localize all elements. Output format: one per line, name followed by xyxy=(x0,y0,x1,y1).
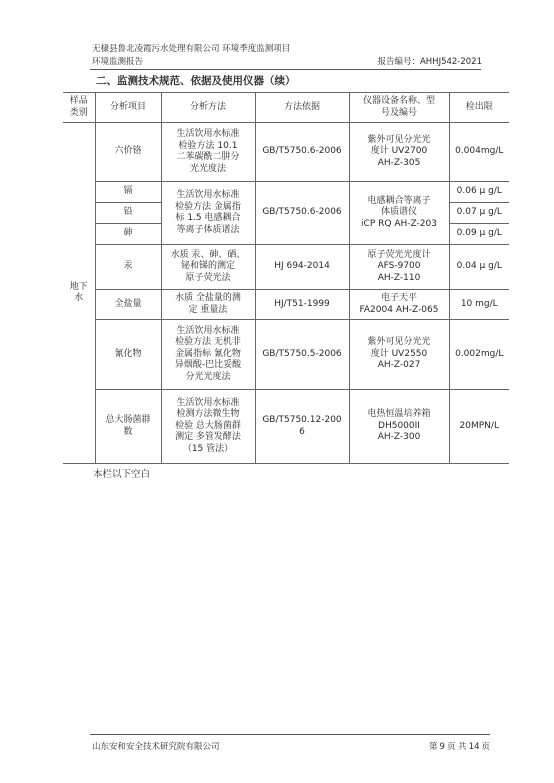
basis-cell: GB/T5750.6-2006 xyxy=(255,123,349,182)
item-cell: 汞 xyxy=(95,245,161,290)
header-instrument-text: 仪器设备名称、型 号及编号 xyxy=(362,96,435,118)
basis-cell: GB/T5750.12-200 6 xyxy=(255,390,349,464)
section-title: 二、监测技术规范、依据及使用仪器（续） xyxy=(96,75,296,87)
limit-cell: 0.06 μ g/L xyxy=(449,182,509,203)
header-method: 分析方法 xyxy=(161,93,255,123)
header-report-number xyxy=(377,57,482,68)
table-row xyxy=(63,182,509,203)
header-instrument xyxy=(349,93,449,123)
method-cell: 生活饮用水标准 检验方法 无机非 金属指标 氰化物 异烟酸-巴比妥酸 分光光度法 xyxy=(161,320,255,390)
instrument-cell: 电感耦合等离子 体质谱仪 iCP RQ AH-Z-203 xyxy=(349,182,449,245)
instrument-cell: 电子天平 FA2004 AH-Z-065 xyxy=(349,290,449,320)
report-number-label: 报告编号： xyxy=(377,57,420,67)
header-report-name: 环境监测报告 xyxy=(92,57,144,67)
item-cell: 六价铬 xyxy=(95,123,161,182)
item-cell: 砷 xyxy=(95,224,161,245)
monitoring-methods-table xyxy=(63,92,509,464)
method-cell: 生活饮用水标准 检验方法 金属指 标 1.5 电感耦合 等离子体质谱法 xyxy=(161,182,255,245)
basis-cell: HJ 694-2014 xyxy=(255,245,349,290)
method-cell: 水质 汞、砷、硒、 铋和锑的测定 原子荧光法 xyxy=(161,245,255,290)
table-row xyxy=(63,290,509,320)
header-sample-type xyxy=(63,93,95,123)
limit-cell: 0.04 μ g/L xyxy=(449,245,509,290)
limit-cell: 0.07 μ g/L xyxy=(449,203,509,224)
instrument-cell: 紫外可见分光光 度计 UV2550 AH-Z-027 xyxy=(349,320,449,390)
page-total: 14 xyxy=(468,742,480,752)
sample-category-cell xyxy=(63,123,95,464)
basis-cell: GB/T5750.6-2006 xyxy=(255,182,349,245)
method-cell: 水质 全盐量的测 定 重量法 xyxy=(161,290,255,320)
header-rule xyxy=(90,69,481,70)
limit-cell: 0.09 μ g/L xyxy=(449,224,509,245)
table-header-row xyxy=(63,93,509,123)
method-cell: 生活饮用水标准 检测方法微生物 检验 总大肠菌群 测定 多管发酵法 （15 管法） xyxy=(161,390,255,464)
sample-category: 地下 水 xyxy=(69,281,88,303)
page-mid: 页 共 xyxy=(446,742,467,752)
limit-cell: 20MPN/L xyxy=(449,390,509,464)
method-cell: 生活饮用水标准 检验方法 10.1 二苯碳酰二肼分 光光度法 xyxy=(161,123,255,182)
basis-cell: GB/T5750.5-2006 xyxy=(255,320,349,390)
footer-company: 山东安和安全技术研究院有限公司 xyxy=(92,742,220,752)
report-number-value: AHHJ542-2021 xyxy=(419,57,482,67)
page-indicator xyxy=(429,740,490,752)
table-row xyxy=(63,320,509,390)
instrument-cell: 紫外可见分光光 度计 UV2700 AH-Z-305 xyxy=(349,123,449,182)
page-suffix: 页 xyxy=(481,742,490,752)
item-cell: 氰化物 xyxy=(95,320,161,390)
page-number: 9 xyxy=(439,742,445,752)
header-item: 分析项目 xyxy=(95,93,161,123)
table-row xyxy=(63,123,509,182)
header-limit: 检出限 xyxy=(449,93,509,123)
footer-rule xyxy=(90,734,490,735)
header-basis: 方法依据 xyxy=(255,93,349,123)
instrument-cell: 原子荧光光度计 AFS-9700 AH-Z-110 xyxy=(349,245,449,290)
item-cell: 总大肠菌群 数 xyxy=(95,390,161,464)
table-row xyxy=(63,390,509,464)
basis-cell: HJ/T51-1999 xyxy=(255,290,349,320)
blank-note: 本栏以下空白 xyxy=(93,469,151,480)
limit-cell: 0.004mg/L xyxy=(449,123,509,182)
header-company: 无棣县鲁北凌霞污水处理有限公司 环境季度监测项目 xyxy=(92,44,291,54)
page-prefix: 第 xyxy=(429,742,438,752)
item-cell: 镉 xyxy=(95,182,161,203)
instrument-cell: 电热恒温培养箱 DH5000II AH-Z-300 xyxy=(349,390,449,464)
limit-cell: 10 mg/L xyxy=(449,290,509,320)
table-row xyxy=(63,245,509,290)
header-sample-type-text: 样品 类别 xyxy=(69,96,88,118)
item-cell: 全盐量 xyxy=(95,290,161,320)
limit-cell: 0.002mg/L xyxy=(449,320,509,390)
item-cell: 铅 xyxy=(95,203,161,224)
